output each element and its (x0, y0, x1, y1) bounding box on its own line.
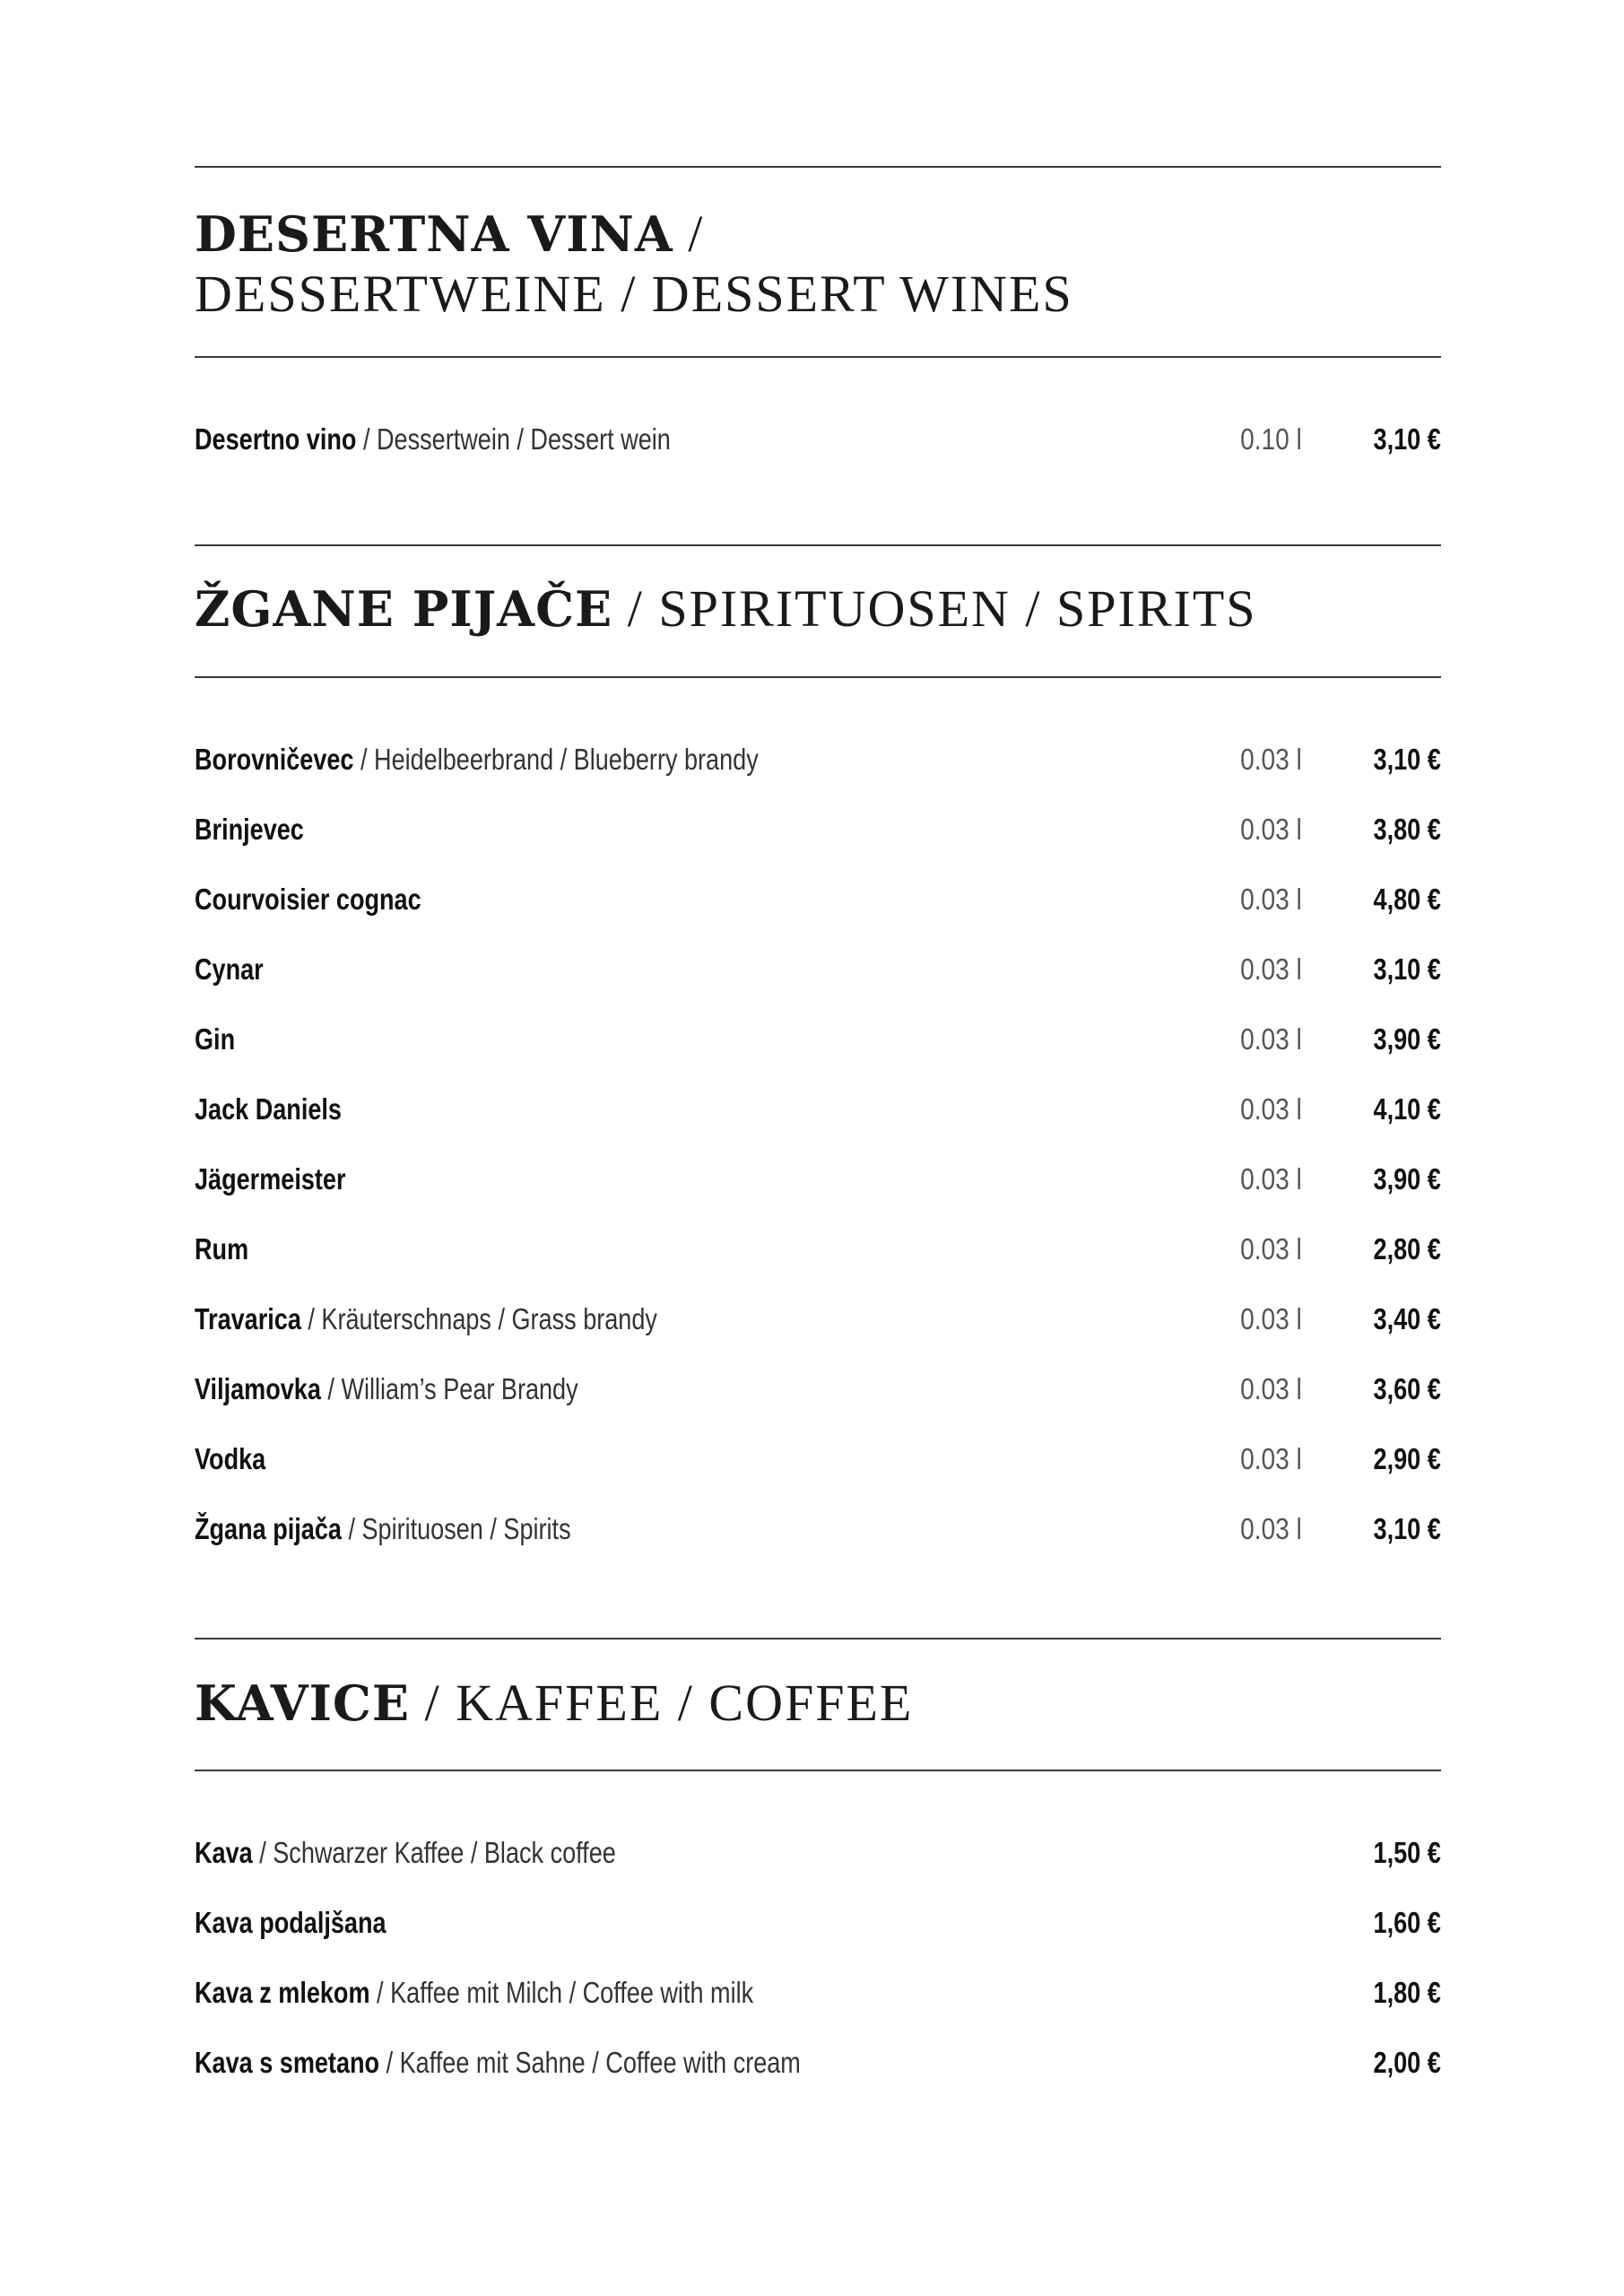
item-name (195, 737, 759, 782)
section-title-spirits (195, 579, 1441, 639)
item-price: 1,60 € (1373, 1906, 1441, 1939)
item-volume: 0.03 l (1240, 1512, 1302, 1545)
item-price: 3,60 € (1373, 1372, 1441, 1405)
item-name (195, 1227, 248, 1272)
item-price: 1,50 € (1373, 1836, 1441, 1869)
item-price: 3,10 € (1373, 1512, 1441, 1545)
section-title-dessert-wines (195, 204, 1441, 325)
item-name (195, 1087, 342, 1132)
item-price: 3,10 € (1373, 743, 1441, 776)
item-volume: 0.03 l (1240, 813, 1302, 846)
item-name-primary: Kava podaljšana (195, 1906, 386, 1939)
menu-item (195, 1087, 1441, 1132)
item-price: 3,10 € (1373, 422, 1441, 456)
item-name-translation: / William’s Pear Brandy (320, 1372, 578, 1405)
menu-item (195, 417, 1441, 462)
item-price: 2,90 € (1373, 1442, 1441, 1475)
item-price: 4,80 € (1373, 883, 1441, 916)
item-name (195, 1437, 265, 1482)
item-volume: 0.03 l (1240, 1232, 1302, 1265)
divider (195, 544, 1441, 546)
section-title-secondary: / SPIRITUOSEN / SPIRITS (612, 579, 1257, 638)
section-title-primary: KAVICE (195, 1674, 411, 1732)
section-title-secondary: DESSERTWEINE / DESSERT WINES (195, 265, 1073, 323)
item-name-translation: / Kaffee mit Sahne / Coffee with cream (379, 2046, 801, 2079)
item-name-primary: Courvoisier cognac (195, 883, 421, 916)
item-name-primary: Rum (195, 1232, 249, 1265)
menu-item (195, 1507, 1441, 1552)
item-name-primary: Brinjevec (195, 813, 304, 846)
item-name-translation: / Schwarzer Kaffee / Black coffee (252, 1836, 616, 1869)
item-price: 2,80 € (1373, 1232, 1441, 1265)
section-title-coffee (195, 1674, 1441, 1734)
section-title-primary: DESERTNA VINA (195, 205, 673, 263)
divider (195, 1638, 1441, 1639)
menu-item (195, 1437, 1441, 1482)
menu-item (195, 1831, 1441, 1875)
item-name-primary: Kava z mlekom (195, 1976, 370, 2009)
item-volume: 0.03 l (1240, 1442, 1302, 1475)
item-name-primary: Gin (195, 1022, 236, 1056)
item-price: 4,10 € (1373, 1092, 1441, 1126)
menu-item (195, 877, 1441, 922)
menu-item (195, 1297, 1441, 1342)
item-name (195, 1297, 657, 1342)
section-title-primary: ŽGANE PIJAČE (195, 580, 613, 638)
item-volume: 0.10 l (1240, 422, 1302, 456)
item-name-primary: Cynar (195, 952, 264, 986)
item-name-primary: Kava (195, 1836, 253, 1869)
item-volume: 0.03 l (1240, 1302, 1302, 1335)
item-name-primary: Jack Daniels (195, 1092, 342, 1126)
divider (195, 166, 1441, 168)
item-name-translation: / Heidelbeerbrand / Blueberry brandy (353, 743, 759, 776)
item-name (195, 877, 421, 922)
item-name (195, 1157, 345, 1202)
menu-item (195, 737, 1441, 782)
menu-item (195, 2040, 1441, 2085)
item-name (195, 1017, 235, 1062)
item-name (195, 1970, 753, 2015)
item-price: 1,80 € (1373, 1976, 1441, 2009)
section-title-secondary: / KAFFEE / COFFEE (410, 1674, 914, 1732)
item-name-primary: Desertno vino (195, 422, 357, 456)
divider (195, 356, 1441, 358)
item-name-primary: Jägermeister (195, 1162, 346, 1196)
menu-item (195, 1970, 1441, 2015)
item-price: 3,80 € (1373, 813, 1441, 846)
item-name (195, 1507, 571, 1552)
item-name (195, 417, 671, 462)
item-volume: 0.03 l (1240, 743, 1302, 776)
item-price: 3,90 € (1373, 1022, 1441, 1056)
menu-item (195, 947, 1441, 992)
item-volume: 0.03 l (1240, 1092, 1302, 1126)
section-title-separator: / (673, 204, 705, 263)
item-volume: 0.03 l (1240, 1372, 1302, 1405)
item-name-primary: Viljamovka (195, 1372, 321, 1405)
item-name (195, 1831, 616, 1875)
item-volume: 0.03 l (1240, 952, 1302, 986)
menu-item (195, 1367, 1441, 1412)
item-name (195, 1367, 578, 1412)
menu-item (195, 1017, 1441, 1062)
item-price: 3,40 € (1373, 1302, 1441, 1335)
item-name-translation: / Dessertwein / Dessert wein (356, 422, 671, 456)
menu-item (195, 1227, 1441, 1272)
divider (195, 676, 1441, 678)
item-name-translation: / Kräuterschnaps / Grass brandy (300, 1302, 657, 1335)
menu-item (195, 1900, 1441, 1945)
item-name-translation: / Kaffee mit Milch / Coffee with milk (369, 1976, 754, 2009)
divider (195, 1770, 1441, 1771)
item-volume: 0.03 l (1240, 883, 1302, 916)
item-name-primary: Kava s smetano (195, 2046, 380, 2079)
item-name-primary: Travarica (195, 1302, 301, 1335)
item-name-primary: Borovničevec (195, 743, 354, 776)
item-name-primary: Žgana pijača (195, 1512, 342, 1545)
item-name-primary: Vodka (195, 1442, 266, 1475)
item-name (195, 2040, 801, 2085)
item-price: 3,90 € (1373, 1162, 1441, 1196)
item-name-translation: / Spirituosen / Spirits (341, 1512, 571, 1545)
item-name (195, 947, 264, 992)
item-price: 3,10 € (1373, 952, 1441, 986)
item-price: 2,00 € (1373, 2046, 1441, 2079)
item-name (195, 807, 304, 852)
item-name (195, 1900, 386, 1945)
item-volume: 0.03 l (1240, 1022, 1302, 1056)
menu-item (195, 807, 1441, 852)
menu-item (195, 1157, 1441, 1202)
item-volume: 0.03 l (1240, 1162, 1302, 1196)
